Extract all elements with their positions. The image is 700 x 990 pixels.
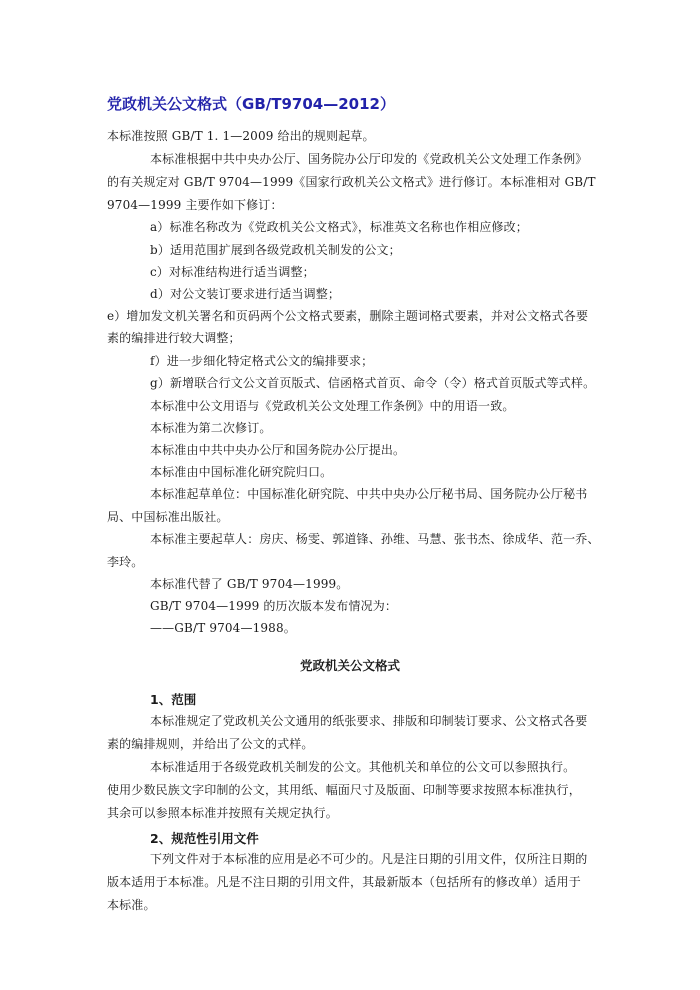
list-item: d）对公文装订要求进行适当调整； bbox=[150, 287, 341, 301]
section-title: 2、规范性引用文件 bbox=[150, 831, 259, 846]
text-line: 9704—1999 主要作如下修订： bbox=[107, 198, 283, 212]
text-line: GB/T 9704—1999 的历次版本发布情况为： bbox=[150, 599, 398, 613]
section-title: 1、范围 bbox=[150, 692, 197, 707]
list-item: f）进一步细化特定格式公文的编排要求； bbox=[150, 354, 374, 368]
text-line: 使用少数民族文字印制的公文，其用纸、幅面尺寸及版面、印制等要求按照本标准执行， bbox=[107, 783, 581, 797]
text-line: 本标准为第二次修订。 bbox=[150, 421, 272, 435]
list-item: a）标准名称改为《党政机关公文格式》，标准英文名称也作相应修改； bbox=[150, 220, 528, 234]
text-line: 其余可以参照本标准并按照有关规定执行。 bbox=[107, 806, 338, 820]
text-line: 本标准适用于各级党政机关制发的公文。其他机关和单位的公文可以参照执行。 bbox=[150, 760, 576, 774]
text-line: ——GB/T 9704—1988。 bbox=[150, 621, 296, 635]
document-title: 党政机关公文格式（GB/T9704—2012） bbox=[107, 95, 395, 113]
text-line: 局、中国标准出版社。 bbox=[107, 510, 229, 524]
text-line: 版本适用于本标准。凡是不注日期的引用文件，其最新版本（包括所有的修改单）适用于 bbox=[107, 875, 581, 889]
text-line: 下列文件对于本标准的应用是必不可少的。凡是注日期的引用文件，仅所注日期的 bbox=[150, 852, 588, 866]
text-line: 本标准主要起草人：房庆、杨雯、郭道锋、孙维、马慧、张书杰、徐成华、范一乔、 bbox=[150, 532, 600, 546]
list-item: b）适用范围扩展到各级党政机关制发的公文； bbox=[150, 243, 401, 257]
text-line: 本标准。 bbox=[107, 898, 156, 912]
list-item: 素的编排进行较大调整； bbox=[107, 331, 241, 345]
text-line: 本标准起草单位：中国标准化研究院、中共中央办公厅秘书局、国务院办公厅秘书 bbox=[150, 487, 588, 501]
list-item: g）新增联合行文公文首页版式、信函格式首页、命令（令）格式首页版式等式样。 bbox=[150, 376, 596, 390]
text-line: 本标准按照 GB/T 1. 1—2009 给出的规则起草。 bbox=[107, 129, 375, 143]
text-line: 的有关规定对 GB/T 9704—1999《国家行政机关公文格式》进行修订。本标准相对 GB/T bbox=[107, 175, 596, 189]
text-line: 本标准由中国标准化研究院归口。 bbox=[150, 465, 333, 479]
text-line: 本标准中公文用语与《党政机关公文处理工作条例》中的用语一致。 bbox=[150, 399, 515, 413]
text-line: 本标准由中共中央办公厅和国务院办公厅提出。 bbox=[150, 443, 406, 457]
list-item: e）增加发文机关署名和页码两个公文格式要素，删除主题词格式要素，并对公文格式各要 bbox=[107, 309, 589, 323]
list-item: c）对标准结构进行适当调整； bbox=[150, 265, 315, 279]
text-line: 李玲。 bbox=[107, 555, 144, 569]
text-line: 本标准规定了党政机关公文通用的纸张要求、排版和印制装订要求、公文格式各要 bbox=[150, 714, 588, 728]
text-line: 本标准根据中共中央办公厅、国务院办公厅印发的《党政机关公文处理工作条例》 bbox=[150, 152, 588, 166]
section-heading: 党政机关公文格式 bbox=[299, 658, 400, 673]
text-line: 本标准代替了 GB/T 9704—1999。 bbox=[150, 577, 349, 591]
text-line: 素的编排规则，并给出了公文的式样。 bbox=[107, 737, 314, 751]
